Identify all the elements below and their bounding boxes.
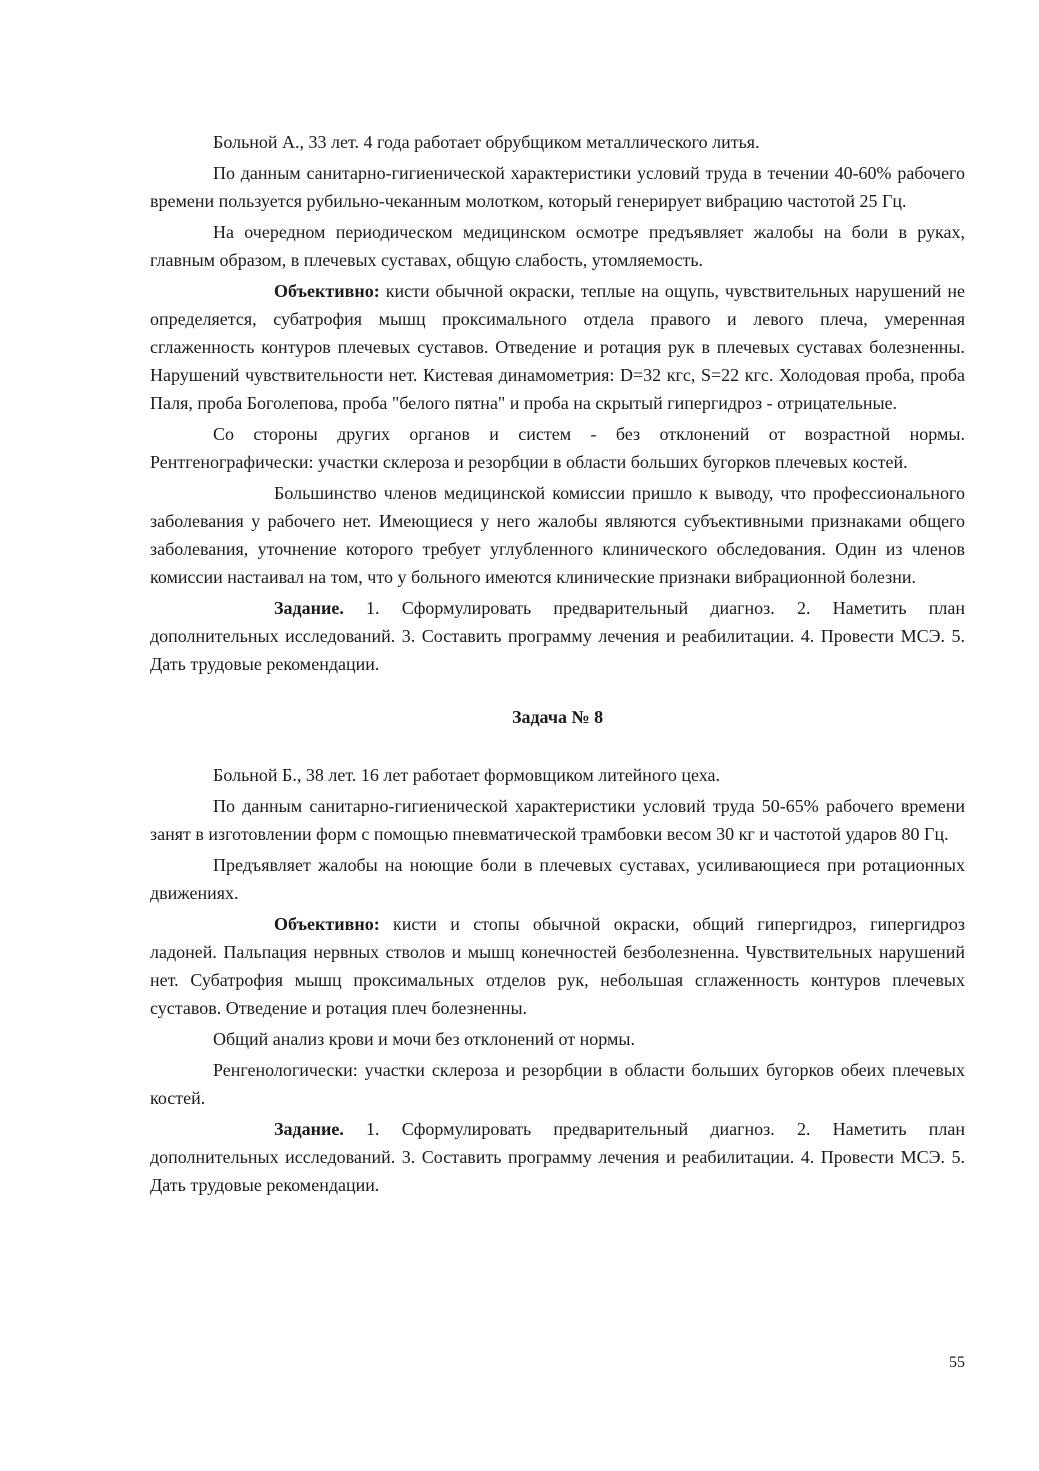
task8-objective-text: кисти и стопы обычной окраски, общий гипергидроз, гипергидроз ладоней. Пальпация нервных стволов и мышц конечностей безболезненна. Чувствительных нарушений нет. Субатрофия мышц проксимальных отделов рук, небольшая сглаженность контуров плечевых суставов. Отведение и ротация плеч болезненны. <box>150 914 965 1018</box>
task7-assignment-text: 1. Сформулировать предварительный диагноз. 2. Наметить план дополнительных исследований. 3. Составить программу лечения и реабилитации. 4. Провести МСЭ. 5. Дать трудовые рекомендации. <box>150 598 965 674</box>
task8-assignment <box>150 1115 965 1199</box>
task7-other-organs: Со стороны других органов и систем - без отклонений от возрастной нормы. Рентгенографически: участки склероза и резорбции в области больших бугорков плечевых костей. <box>150 424 965 472</box>
task7-objective-label: Объективно: <box>274 281 380 301</box>
document-page <box>150 128 965 1202</box>
task7-assignment <box>150 594 965 678</box>
page-number: 55 <box>949 1354 965 1371</box>
task7-objective-text: кисти обычной окраски, теплые на ощупь, чувствительных нарушений не определяется, субатрофия мышц проксимального отдела правого и левого плеча, умеренная сглаженность контуров плечевых суставов. Отведение и ротация рук в плечевых суставах болезненны. Нарушений чувствительности нет. Кистевая динамометрия: D=32 кгс, S=22 кгс. Холодовая проба, проба Паля, проба Боголепова, проба "белого пятна" и проба на скрытый гипергидроз - отрицательные. <box>150 281 965 413</box>
task8-objective <box>150 910 965 1022</box>
task8-assignment-text: 1. Сформулировать предварительный диагноз. 2. Наметить план дополнительных исследований. 3. Составить программу лечения и реабилитации. 4. Провести МСЭ. 5. Дать трудовые рекомендации. <box>150 1119 965 1195</box>
task7-work-conditions: По данным санитарно-гигиенической характеристики условий труда в течении 40-60% рабочего времени пользуется рубильно-чеканным молотком, который генерирует вибрацию частотой 25 Гц. <box>150 163 965 211</box>
task7-commission: Большинство членов медицинской комиссии пришло к выводу, что профессионального заболевания у рабочего нет. Имеющиеся у него жалобы являются субъективными признаками общего заболевания, уточнение которого требует углубленного клинического обследования. Один из членов комиссии настаивал на том, что у больного имеются клинические признаки вибрационной болезни. <box>150 483 965 587</box>
task7-complaints: На очередном периодическом медицинском осмотре предъявляет жалобы на боли в руках, главным образом, в плечевых суставах, общую слабость, утомляемость. <box>150 222 965 270</box>
task8-objective-label: Объективно: <box>274 914 380 934</box>
task8-complaints: Предъявляет жалобы на ноющие боли в плечевых суставах, усиливающиеся при ротационных движениях. <box>150 855 965 903</box>
task8-heading: Задача № 8 <box>511 707 604 727</box>
task8-blood-analysis: Общий анализ крови и мочи без отклонений от нормы. <box>213 1029 635 1049</box>
task7-patient-intro: Больной А., 33 лет. 4 года работает обрубщиком металлического литья. <box>213 132 760 152</box>
task8-patient-intro: Больной Б., 38 лет. 16 лет работает формовщиком литейного цеха. <box>213 765 721 785</box>
task7-objective <box>150 277 965 417</box>
task8-work-conditions: По данным санитарно-гигиенической характеристики условий труда 50-65% рабочего времени занят в изготовлении форм с помощью пневматической трамбовки весом 30 кг и частотой ударов 80 Гц. <box>150 796 965 844</box>
task8-assignment-label: Задание. <box>274 1119 344 1139</box>
task7-assignment-label: Задание. <box>274 598 344 618</box>
task8-xray: Ренгенологически: участки склероза и резорбции в области больших бугорков обеих плечевых костей. <box>150 1060 965 1108</box>
